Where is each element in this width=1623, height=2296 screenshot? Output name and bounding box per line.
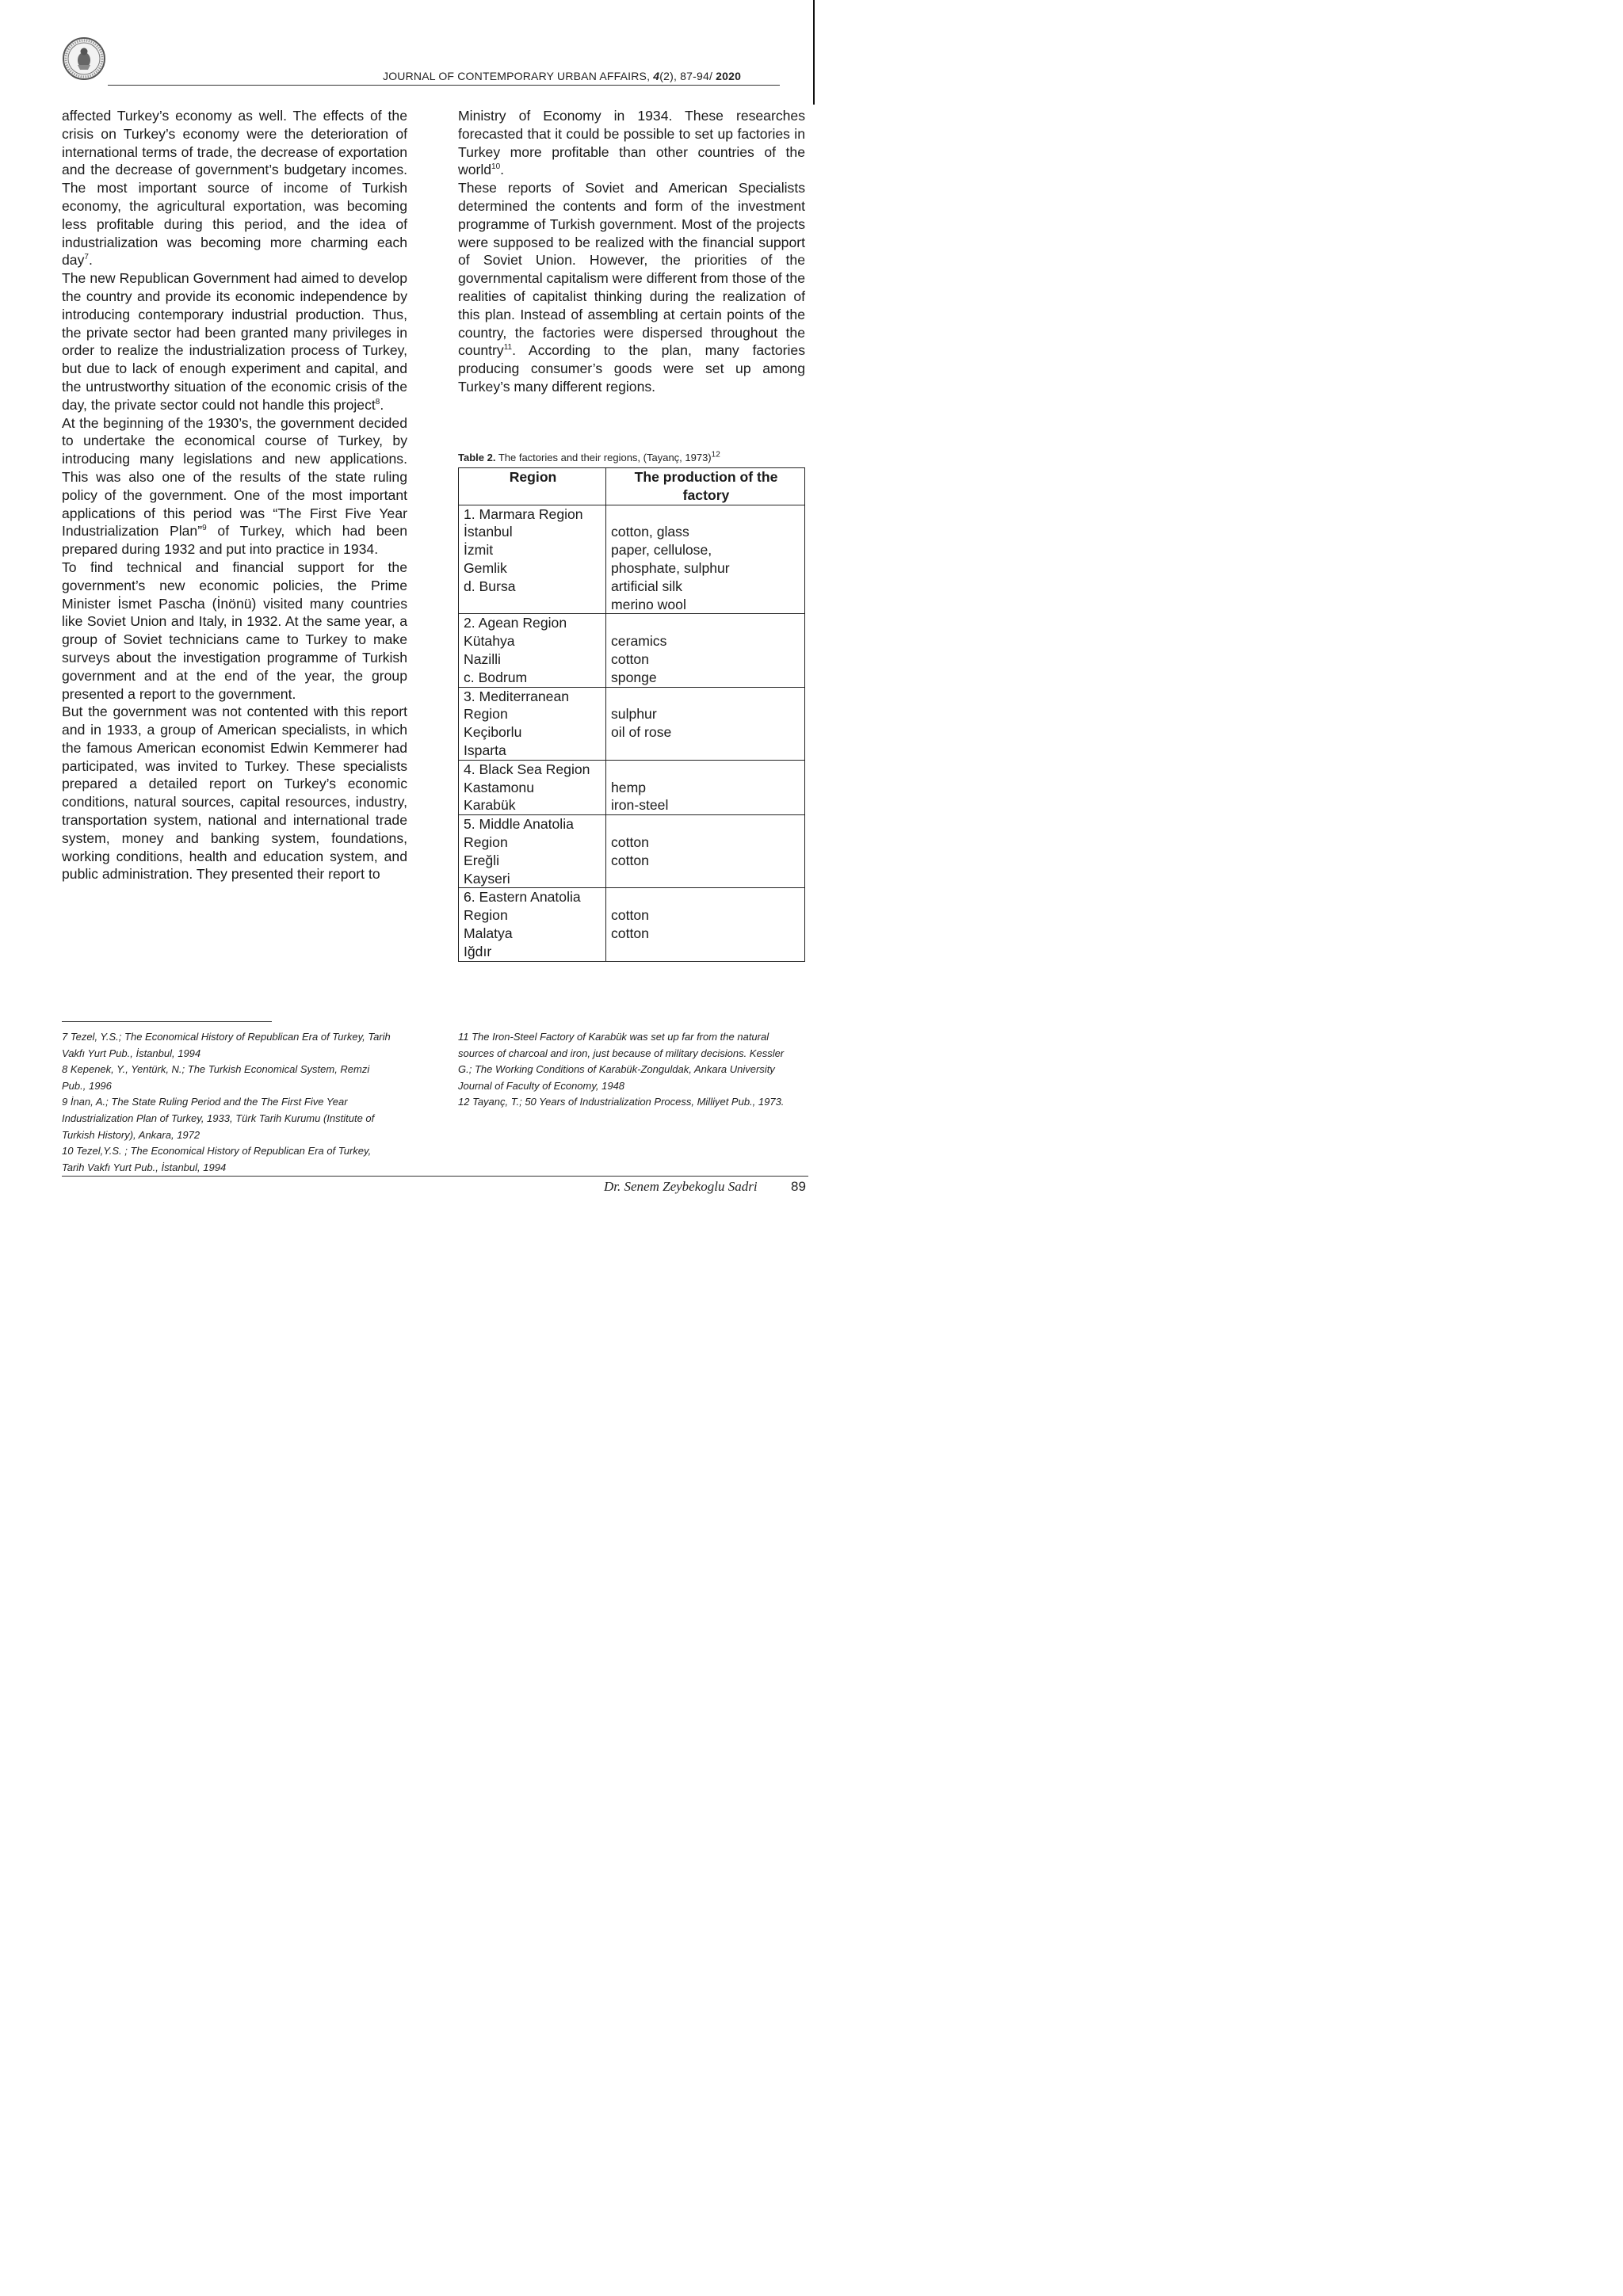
paragraph <box>458 179 805 396</box>
table-header-row <box>459 468 805 505</box>
journal-issue-pages: (2), 87-94/ <box>659 70 716 82</box>
footnote-ref[interactable]: 7 <box>84 253 89 262</box>
table-caption <box>458 452 720 463</box>
footnote-ref[interactable]: 9 <box>202 524 207 533</box>
table-row <box>459 687 805 760</box>
region-line: İstanbul <box>464 524 513 540</box>
production-line: phosphate, sulphur <box>611 559 730 576</box>
footnote: 9 İnan, A.; The State Ruling Period and the The First Five Year Industrialization Plan of Turkey, 1933, Türk Tarih Kurumu (Institute of Turkish History), Ankara, 1972 <box>62 1096 375 1141</box>
paragraph-end: . <box>88 252 93 269</box>
footnote-ref[interactable]: 10 <box>491 162 501 172</box>
production-line: hemp <box>611 779 647 795</box>
production-line <box>611 888 801 906</box>
paragraph: To find technical and financial support for the government’s new economic policies, the Prime Minister İsmet Pascha (İnönü) visited many countries like Soviet Union and Italy, in 1932. At the same year, a group of Soviet technicians came to Turkey to make surveys about the investigation programme of Turkish government and at the end of the year, the group presented a report to the government. <box>62 559 407 702</box>
region-line: İzmit <box>464 542 494 559</box>
paragraph <box>62 269 407 414</box>
table-row <box>459 888 805 961</box>
region-line: 5. Middle Anatolia Region <box>464 816 574 850</box>
footnote-rule <box>62 1021 272 1022</box>
left-column <box>62 107 407 883</box>
production-line <box>611 815 801 833</box>
footnote-ref[interactable]: 12 <box>711 450 720 460</box>
table-row <box>459 815 805 888</box>
footnote: 8 Kepenek, Y., Yentürk, N.; The Turkish Economical System, Remzi Pub., 1996 <box>62 1063 370 1092</box>
region-line: 2. Agean Region <box>464 615 567 631</box>
paragraph-text: These reports of Soviet and American Specialists determined the contents and form of the investment programme of Turkish government. Most of the projects were supposed to be realized with the financial support of Soviet Union. However, the priorities of the governmental capitalism were different from those of the realities of capitalist thinking during the realization of this plan. Instead of assembling at certain points of the country, the factories were dispersed throughout the country <box>458 180 805 359</box>
table-caption-label: Table 2. <box>458 452 496 463</box>
production-line <box>611 614 801 632</box>
journal-volume: 4 <box>653 70 660 82</box>
table-row <box>459 614 805 687</box>
production-line: iron-steel <box>611 797 669 814</box>
region-line: Karabük <box>464 797 516 814</box>
production-line: cotton <box>611 852 649 868</box>
region-line: Iğdır <box>464 943 492 959</box>
region-line: Nazilli <box>464 650 501 667</box>
production-cell <box>606 815 805 888</box>
factories-table <box>458 467 805 962</box>
header-rule <box>108 85 780 86</box>
production-cell <box>606 505 805 614</box>
page-number: 89 <box>791 1179 806 1194</box>
region-line: 1. Marmara Region <box>464 505 583 522</box>
paragraph-text: affected Turkey’s economy as well. The effects of the crisis on Turkey’s economy were the deterioration of international terms of trade, the decrease of exportation and the decrease of government’s budgetary incomes. The most important source of income of Turkish economy, the agricultural exportation, was becoming less profitable during this period, and the idea of industrialization was becoming more charming each day <box>62 108 407 269</box>
table-row <box>459 505 805 614</box>
production-line: cotton <box>611 907 649 924</box>
region-line: d. Bursa <box>464 578 516 594</box>
region-line: Kütahya <box>464 633 515 650</box>
production-line <box>611 688 801 706</box>
footnotes-left <box>62 1029 395 1176</box>
production-line: sulphur <box>611 706 657 723</box>
table-row <box>459 760 805 814</box>
region-line: Kastamonu <box>464 779 534 795</box>
region-cell <box>459 815 606 888</box>
paragraph-text: At the beginning of the 1930’s, the government decided to undertake the economical course of Turkey, by introducing many legislations and new applications. This was also one of the results of the state ruling policy of the government. One of the most important applications of this period was “The First Five Year Industrialization Plan” <box>62 414 407 540</box>
footnote: 7 Tezel, Y.S.; The Economical History of Republican Era of Turkey, Tarih Vakfı Yurt Pub., İstanbul, 1994 <box>62 1031 391 1059</box>
paragraph-text: of Turkey, which had been prepared during 1932 and put into practice in 1934. <box>62 523 407 558</box>
region-line: c. Bodrum <box>464 669 528 685</box>
paragraph <box>62 107 407 269</box>
production-line: artificial silk <box>611 578 682 594</box>
region-cell <box>459 614 606 687</box>
region-line: 4. Black Sea Region <box>464 761 590 777</box>
production-line: paper, cellulose, <box>611 542 712 559</box>
footnote: 12 Tayanç, T.; 50 Years of Industrialization Process, Milliyet Pub., 1973. <box>458 1096 785 1108</box>
production-line: cotton <box>611 650 649 667</box>
production-line: sponge <box>611 669 657 685</box>
paragraph-end: . <box>500 162 505 178</box>
table-caption-text: The factories and their regions, (Tayanç, 1973) <box>495 452 712 463</box>
region-line: Ereğli <box>464 852 499 868</box>
region-line: 6. Eastern Anatolia Region <box>464 889 581 924</box>
production-line: oil of rose <box>611 724 672 741</box>
production-line: cotton, glass <box>611 524 689 540</box>
production-line: cotton <box>611 925 649 941</box>
production-cell <box>606 760 805 814</box>
production-cell <box>606 614 805 687</box>
margin-rule <box>813 0 815 105</box>
journal-name: JOURNAL OF CONTEMPORARY URBAN AFFAIRS, <box>383 70 654 82</box>
region-line: Isparta <box>464 742 506 758</box>
region-line: Malatya <box>464 925 513 941</box>
region-cell <box>459 760 606 814</box>
region-cell <box>459 687 606 760</box>
column-header-production: The production of the factory <box>606 468 805 505</box>
journal-seal-icon <box>62 36 106 81</box>
footer-author: Dr. Senem Zeybekoglu Sadri <box>604 1179 758 1194</box>
paragraph-text: Ministry of Economy in 1934. These researches forecasted that it could be possible to set up factories in Turkey more profitable than other countries of the world <box>458 108 805 178</box>
region-line: Keçiborlu <box>464 724 522 741</box>
production-line: cotton <box>611 833 649 850</box>
paragraph <box>62 414 407 559</box>
footnote-ref[interactable]: 11 <box>503 343 513 353</box>
production-line <box>611 505 801 524</box>
production-cell <box>606 687 805 760</box>
region-cell <box>459 888 606 961</box>
region-line: Gemlik <box>464 559 507 576</box>
production-line: merino wool <box>611 596 686 612</box>
paragraph: But the government was not contented with this report and in 1933, a group of American specialists, in which the famous American economist Edwin Kemmerer had participated, was invited to Turkey. These specialists prepared a detailed report on Turkey’s economic conditions, natural sources, capital resources, industry, transportation system, national and international trade system, money and banking system, foundations, working conditions, health and education system, and public administration. They presented their report to <box>62 704 407 883</box>
paragraph <box>458 107 805 179</box>
paragraph-text: . According to the plan, many factories producing consumer’s goods were set up among Turkey’s many different regions. <box>458 342 805 395</box>
production-line <box>611 761 801 779</box>
paragraph-text: The new Republican Government had aimed to develop the country and provide its economic independence by introducing contemporary industrial production. Thus, the private sector had been granted many privileges in order to realize the industrialization process of Turkey, but due to lack of enough experiment and capital, and the untrustworthy situation of the economic crisis of the day, the private sector could not handle this project <box>62 270 407 413</box>
footnote: 11 The Iron-Steel Factory of Karabük was set up far from the natural sources of charcoal and iron, just because of military decisions. Kessler G.; The Working Conditions of Karabük-Zonguldak, Ankara University Journal of Faculty of Economy, 1948 <box>458 1031 785 1092</box>
column-header-region: Region <box>459 468 606 505</box>
table-body <box>459 505 805 961</box>
region-cell <box>459 505 606 614</box>
footnotes-right <box>458 1029 799 1111</box>
right-column <box>458 107 805 396</box>
footer-rule <box>62 1176 808 1177</box>
running-head <box>383 70 741 82</box>
production-cell <box>606 888 805 961</box>
journal-year: 2020 <box>716 70 742 82</box>
region-line: 3. Mediterranean Region <box>464 688 570 723</box>
region-line: Kayseri <box>464 870 510 887</box>
footnote-ref[interactable]: 8 <box>375 397 380 406</box>
footnote: 10 Tezel,Y.S. ; The Economical History of Republican Era of Turkey, Tarih Vakfı Yurt Pub., İstanbul, 1994 <box>62 1145 372 1173</box>
paragraph-end: . <box>380 396 384 413</box>
production-line: ceramics <box>611 633 667 650</box>
